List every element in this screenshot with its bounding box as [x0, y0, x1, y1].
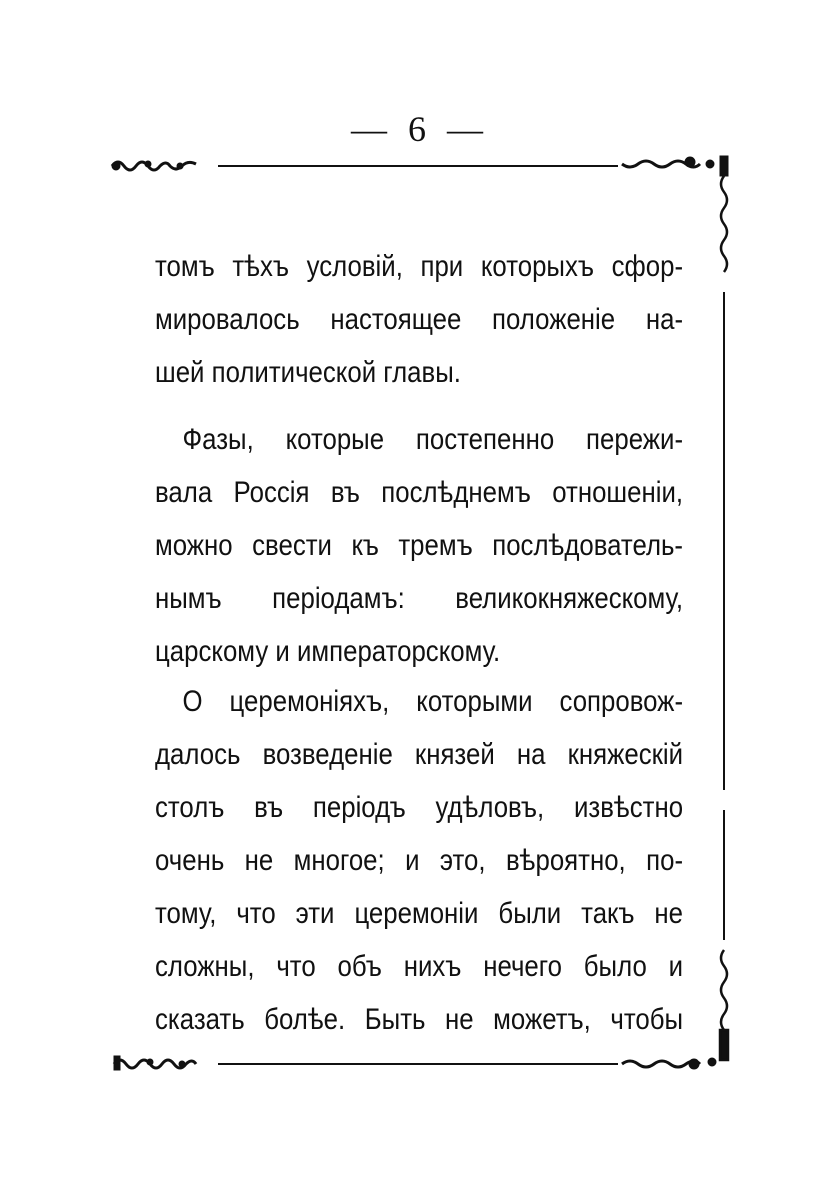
text-line: шей политической главы.	[155, 356, 461, 389]
text-line: Фазы, которые постепенно пережи-	[182, 423, 684, 456]
text-line: сложны, что объ нихъ нечего было и	[155, 950, 684, 983]
text-line: сказать болѣе. Быть не можетъ, чтобы	[155, 1003, 684, 1036]
text-line: очень не многое; и это, вѣроятно, по-	[155, 844, 684, 877]
text-line: мировалось настоящее положеніе на-	[155, 303, 684, 336]
bottom-left-ornament-icon	[114, 1056, 196, 1070]
paragraph-3	[155, 675, 683, 1046]
text-line: вала Россія въ послѣднемъ отношеніи,	[155, 476, 684, 509]
top-left-ornament-icon	[112, 161, 196, 170]
text-line: столъ въ періодъ удѣловъ, извѣстно	[155, 791, 684, 824]
text-line: томъ тѣхъ условій, при которыхъ сфор-	[155, 250, 684, 283]
right-border-ornament-icon	[721, 176, 727, 272]
bottom-right-ornament-icon	[622, 1058, 716, 1069]
paragraph-2	[155, 413, 683, 678]
text-line: тому, что эти церемоніи были такъ не	[155, 897, 684, 930]
text-line: О церемоніяхъ, которыми сопровож-	[182, 685, 684, 718]
text-line: царскому и императорскому.	[155, 635, 501, 668]
text-line: нымъ періодамъ: великокняжескому,	[155, 582, 684, 615]
text-line: далось возведеніе князей на княжескій	[155, 738, 684, 771]
right-border-lower-ornament-icon	[720, 950, 728, 1060]
text-line: можно свести къ тремъ послѣдователь-	[155, 529, 684, 562]
paragraph-1	[155, 240, 683, 399]
top-right-ornament-icon	[622, 156, 728, 176]
page-number: — 6 —	[351, 109, 489, 149]
